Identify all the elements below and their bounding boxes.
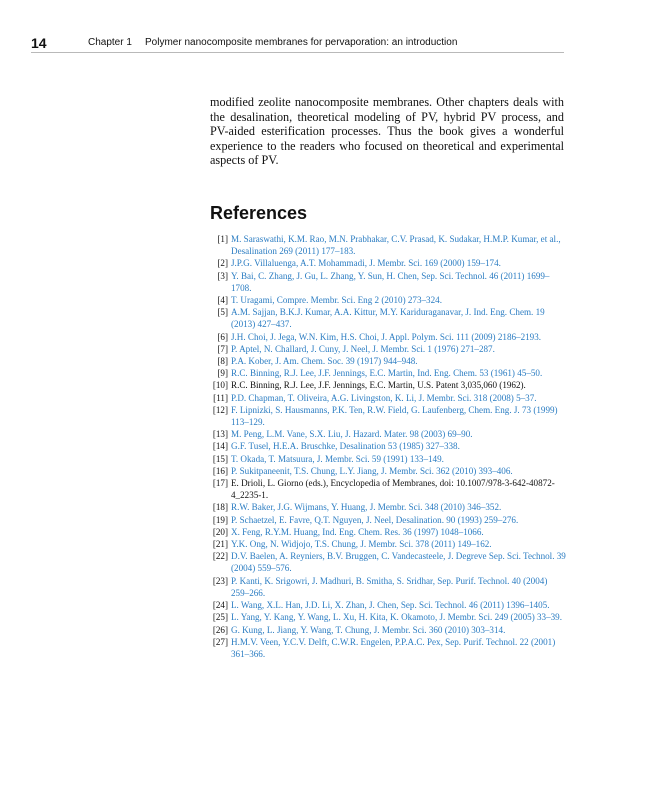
reference-item[interactable]	[208, 270, 566, 294]
reference-link[interactable]: Y. Bai, C. Zhang, J. Gu, L. Zhang, Y. Sun, H. Chen, Sep. Sci. Technol. 46 (2011) 1699–1708.	[231, 270, 550, 293]
reference-link[interactable]: L. Wang, X.L. Han, J.D. Li, X. Zhan, J. Chen, Sep. Sci. Technol. 46 (2011) 1396–1405.	[231, 600, 550, 611]
reference-link[interactable]: J.H. Choi, J. Jega, W.N. Kim, H.S. Choi, J. Appl. Polym. Sci. 111 (2009) 2186–2193.	[231, 331, 542, 342]
reference-link[interactable]: T. Okada, T. Matsuura, J. Membr. Sci. 59 (1991) 133–149.	[231, 453, 444, 464]
reference-number: [12]	[212, 404, 228, 415]
reference-number: [16]	[212, 465, 228, 476]
reference-item[interactable]	[208, 611, 566, 623]
reference-number: [24]	[212, 600, 228, 611]
reference-link[interactable]: P. Kanti, K. Srigowri, J. Madhuri, B. Smitha, S. Sridhar, Sep. Purif. Technol. 40 (2004) 259–266.	[231, 575, 548, 598]
reference-item[interactable]	[208, 453, 566, 465]
reference-item[interactable]	[208, 428, 566, 440]
reference-link[interactable]: D.V. Baelen, A. Reyniers, B.V. Bruggen, C. Vandecasteele, J. Degreve Sep. Sci. Technol. 39 (2004) 559–576.	[231, 551, 566, 574]
reference-number: [5]	[217, 307, 228, 318]
reference-item[interactable]	[208, 331, 566, 343]
chapter-title: Polymer nanocomposite membranes for pervaporation: an introduction	[145, 37, 458, 48]
reference-number: [11]	[213, 392, 228, 403]
reference-item[interactable]	[208, 233, 566, 257]
reference-number: [8]	[217, 356, 228, 367]
reference-item[interactable]	[208, 355, 566, 367]
reference-number: [21]	[212, 539, 228, 550]
reference-link[interactable]: P. Aptel, N. Challard, J. Cuny, J. Neel, J. Membr. Sci. 1 (1976) 271–287.	[231, 343, 495, 354]
reference-link[interactable]: T. Uragami, Compre. Membr. Sci. Eng 2 (2010) 273–324.	[231, 295, 442, 306]
reference-item[interactable]	[208, 257, 566, 269]
reference-number: [22]	[212, 551, 228, 562]
reference-link[interactable]: G. Kung, L. Jiang, Y. Wang, T. Chung, J. Membr. Sci. 360 (2010) 303–314.	[231, 624, 506, 635]
reference-link[interactable]: A.M. Sajjan, B.K.J. Kumar, A.A. Kittur, M.Y. Kariduraganavar, J. Ind. Eng. Chem. 19 (2013) 427–437.	[231, 307, 545, 330]
reference-item[interactable]	[208, 392, 566, 404]
references-heading: References	[210, 203, 308, 223]
page-number: 14	[31, 35, 47, 51]
reference-number: [2]	[217, 258, 228, 269]
reference-item	[208, 379, 566, 391]
reference-link[interactable]: J.P.G. Villaluenga, A.T. Mohammadi, J. Membr. Sci. 169 (2000) 159–174.	[231, 258, 501, 269]
reference-item[interactable]	[208, 306, 566, 330]
reference-number: [7]	[217, 343, 228, 354]
reference-link[interactable]: G.F. Tusel, H.E.A. Bruschke, Desalination 53 (1985) 327–338.	[231, 441, 460, 452]
reference-text: E. Drioli, L. Giorno (eds.), Encyclopedia of Membranes, doi: 10.1007/978-3-642-40872-4_2235-1.	[231, 478, 555, 501]
reference-link[interactable]: P.D. Chapman, T. Oliveira, A.G. Livingston, K. Li, J. Membr. Sci. 318 (2008) 5–37.	[231, 392, 537, 403]
reference-number: [3]	[217, 270, 228, 281]
reference-list	[208, 233, 566, 660]
body-paragraph: modified zeolite nanocomposite membranes. Other chapters deals with the desalination, theoretical modeling of PV, hybrid PV process, and PV-aided esterification processes. Thus the book gives a wonderful experience to the readers who focused on theoretical and experimental aspects of PV.	[210, 95, 564, 168]
reference-number: [10]	[212, 380, 228, 391]
reference-link[interactable]: Y.K. Ong, N. Widjojo, T.S. Chung, J. Membr. Sci. 378 (2011) 149–162.	[231, 539, 492, 550]
reference-item[interactable]	[208, 514, 566, 526]
reference-number: [9]	[217, 368, 228, 379]
reference-number: [27]	[212, 636, 228, 647]
reference-number: [25]	[212, 612, 228, 623]
reference-item[interactable]	[208, 575, 566, 599]
reference-item[interactable]	[208, 526, 566, 538]
reference-number: [18]	[212, 502, 228, 513]
reference-item[interactable]	[208, 294, 566, 306]
reference-link[interactable]: M. Peng, L.M. Vane, S.X. Liu, J. Hazard. Mater. 98 (2003) 69–90.	[231, 429, 473, 440]
reference-item[interactable]	[208, 404, 566, 428]
reference-item[interactable]	[208, 550, 566, 574]
reference-item[interactable]	[208, 440, 566, 452]
reference-number: [1]	[217, 234, 228, 244]
reference-link[interactable]: M. Saraswathi, K.M. Rao, M.N. Prabhakar, C.V. Prasad, K. Sudakar, H.M.P. Kumar, et al., Desalination 269 (2011) 177–183.	[231, 234, 561, 257]
reference-number: [13]	[212, 429, 228, 440]
reference-link[interactable]: X. Feng, R.Y.M. Huang, Ind. Eng. Chem. Res. 36 (1997) 1048–1066.	[231, 526, 484, 537]
reference-item[interactable]	[208, 538, 566, 550]
reference-link[interactable]: F. Lipnizki, S. Hausmanns, P.K. Ten, R.W. Field, G. Laufenberg, Chem. Eng. J. 73 (1999) 113–129.	[231, 404, 558, 428]
reference-number: [4]	[217, 295, 228, 306]
reference-number: [14]	[212, 441, 228, 452]
reference-text: R.C. Binning, R.J. Lee, J.F. Jennings, E.C. Martin, U.S. Patent 3,035,060 (1962).	[231, 380, 526, 391]
reference-item[interactable]	[208, 599, 566, 611]
reference-link[interactable]: L. Yang, Y. Kang, Y. Wang, L. Xu, H. Kita, K. Okamoto, J. Membr. Sci. 249 (2005) 33–39.	[231, 612, 563, 623]
reference-item[interactable]	[208, 636, 566, 660]
reference-link[interactable]: H.M.V. Veen, Y.C.V. Delft, C.W.R. Engelen, P.P.A.C. Pex, Sep. Purif. Technol. 22 (2001) 361–366.	[231, 636, 556, 659]
running-header	[31, 36, 564, 53]
reference-item	[208, 477, 566, 501]
reference-link[interactable]: R.W. Baker, J.G. Wijmans, Y. Huang, J. Membr. Sci. 348 (2010) 346–352.	[231, 502, 502, 513]
reference-item[interactable]	[208, 367, 566, 379]
reference-number: [17]	[212, 478, 228, 489]
reference-item[interactable]	[208, 624, 566, 636]
reference-number: [19]	[212, 514, 228, 525]
reference-link[interactable]: P.A. Kober, J. Am. Chem. Soc. 39 (1917) 944–948.	[231, 356, 418, 367]
chapter-label: Chapter 1	[88, 37, 132, 48]
reference-item[interactable]	[208, 465, 566, 477]
reference-link[interactable]: P. Sukitpaneenit, T.S. Chung, L.Y. Jiang, J. Membr. Sci. 362 (2010) 393–406.	[231, 465, 513, 476]
reference-number: [26]	[212, 624, 228, 635]
reference-link[interactable]: R.C. Binning, R.J. Lee, J.F. Jennings, E.C. Martin, Ind. Eng. Chem. 53 (1961) 45–50.	[231, 368, 543, 379]
reference-number: [6]	[217, 331, 228, 342]
reference-item[interactable]	[208, 343, 566, 355]
reference-number: [15]	[212, 453, 228, 464]
reference-number: [23]	[212, 575, 228, 586]
reference-number: [20]	[212, 526, 228, 537]
reference-link[interactable]: P. Schaetzel, E. Favre, Q.T. Nguyen, J. Neel, Desalination. 90 (1993) 259–276.	[231, 514, 519, 525]
reference-item[interactable]	[208, 501, 566, 513]
